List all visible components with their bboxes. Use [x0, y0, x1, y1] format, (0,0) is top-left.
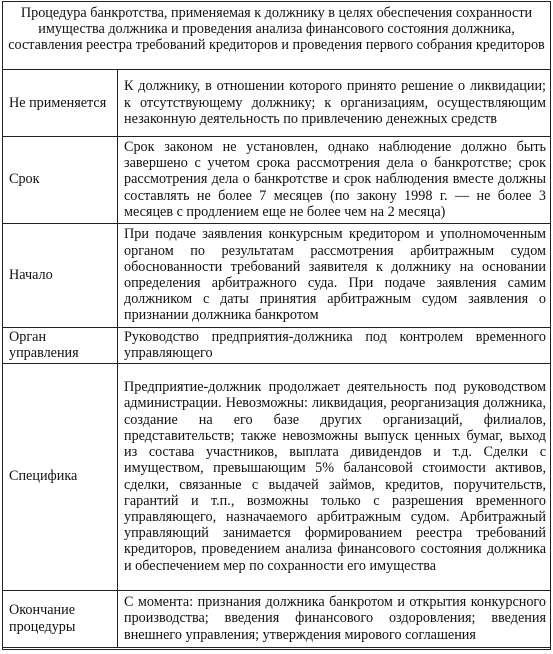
row-content: При подаче заявления конкурсным кредитором и уполномоченным органом по результатам рассмотрения арбитражным судом обоснованности требований заявителя к должнику на основании определения арбитражного суда. При подаче заявления самим должником с даты принятия арбитражным судом заявления о признании должника банкротом: [118, 223, 551, 327]
row-label: Окончание процедуры: [3, 590, 118, 647]
procedure-table: [3, 70, 550, 648]
row-label: Срок: [3, 136, 118, 223]
procedure-table-document: [2, 1, 551, 650]
row-content: Руководство предприятия-должника под контролем временного управляющего: [118, 327, 551, 363]
row-content: Срок законом не установлен, однако наблюдение должно быть завершено с учетом срока рассмотрения дела о банкротстве; срок рассмотрения дела о банкротстве и срок наблюдения вместе должны составлять не более 7 месяцев (по закону 1998 г. — не более 3 месяцев с продлением еще не более чем на 2 месяца): [118, 136, 551, 223]
table-row-not-applicable: [3, 70, 550, 136]
table-row-term: [3, 136, 550, 223]
row-label: Специфика: [3, 363, 118, 590]
row-label: Начало: [3, 223, 118, 327]
row-content: Предприятие-должник продолжает деятельность под руководством администрации. Невозможны: ликвидация, реорганизация должника, создание на его базе других организаций, филиалов, представительств; также невозможны выпуск ценных бумаг, выход из состава участников, выплата дивидендов и т.д. Сделки с имуществом, превышающим 5% балансовой стоимости активов, сделки, связанные с выдачей займов, кредитов, поручительств, гарантий и т.п., возможны только с разрешения временного управляющего, назначаемого арбитражным судом. Арбитражный управляющий занимается формированием реестра требований кредиторов, проведением анализа финансового состояния должника и обеспечением мер по сохранности его имущества: [118, 363, 551, 590]
table-row-end-of-procedure: [3, 590, 550, 647]
table-row-governing-body: [3, 327, 550, 363]
row-label: Орган управления: [3, 327, 118, 363]
row-content: С момента: признания должника банкротом и открытия конкурсного производства; введения финансового оздоровления; введения внешнего управления; утверждения мирового соглашения: [118, 590, 551, 647]
table-row-specifics: [3, 363, 550, 590]
row-label: Не применяется: [3, 70, 118, 136]
table-header: Процедура банкротства, применяемая к должнику в целях обеспечения сохранности имущества должника и проведения анализа финансового состояния должника, составления реестра требований кредиторов и проведения первого собрания кредиторов: [3, 2, 550, 70]
table-row-start: [3, 223, 550, 327]
row-content: К должнику, в отношении которого принято решение о ликвидации; к отсутствующему должнику; к организациям, осуществляющим незаконную деятельность по привлечению денежных средств: [118, 70, 551, 136]
